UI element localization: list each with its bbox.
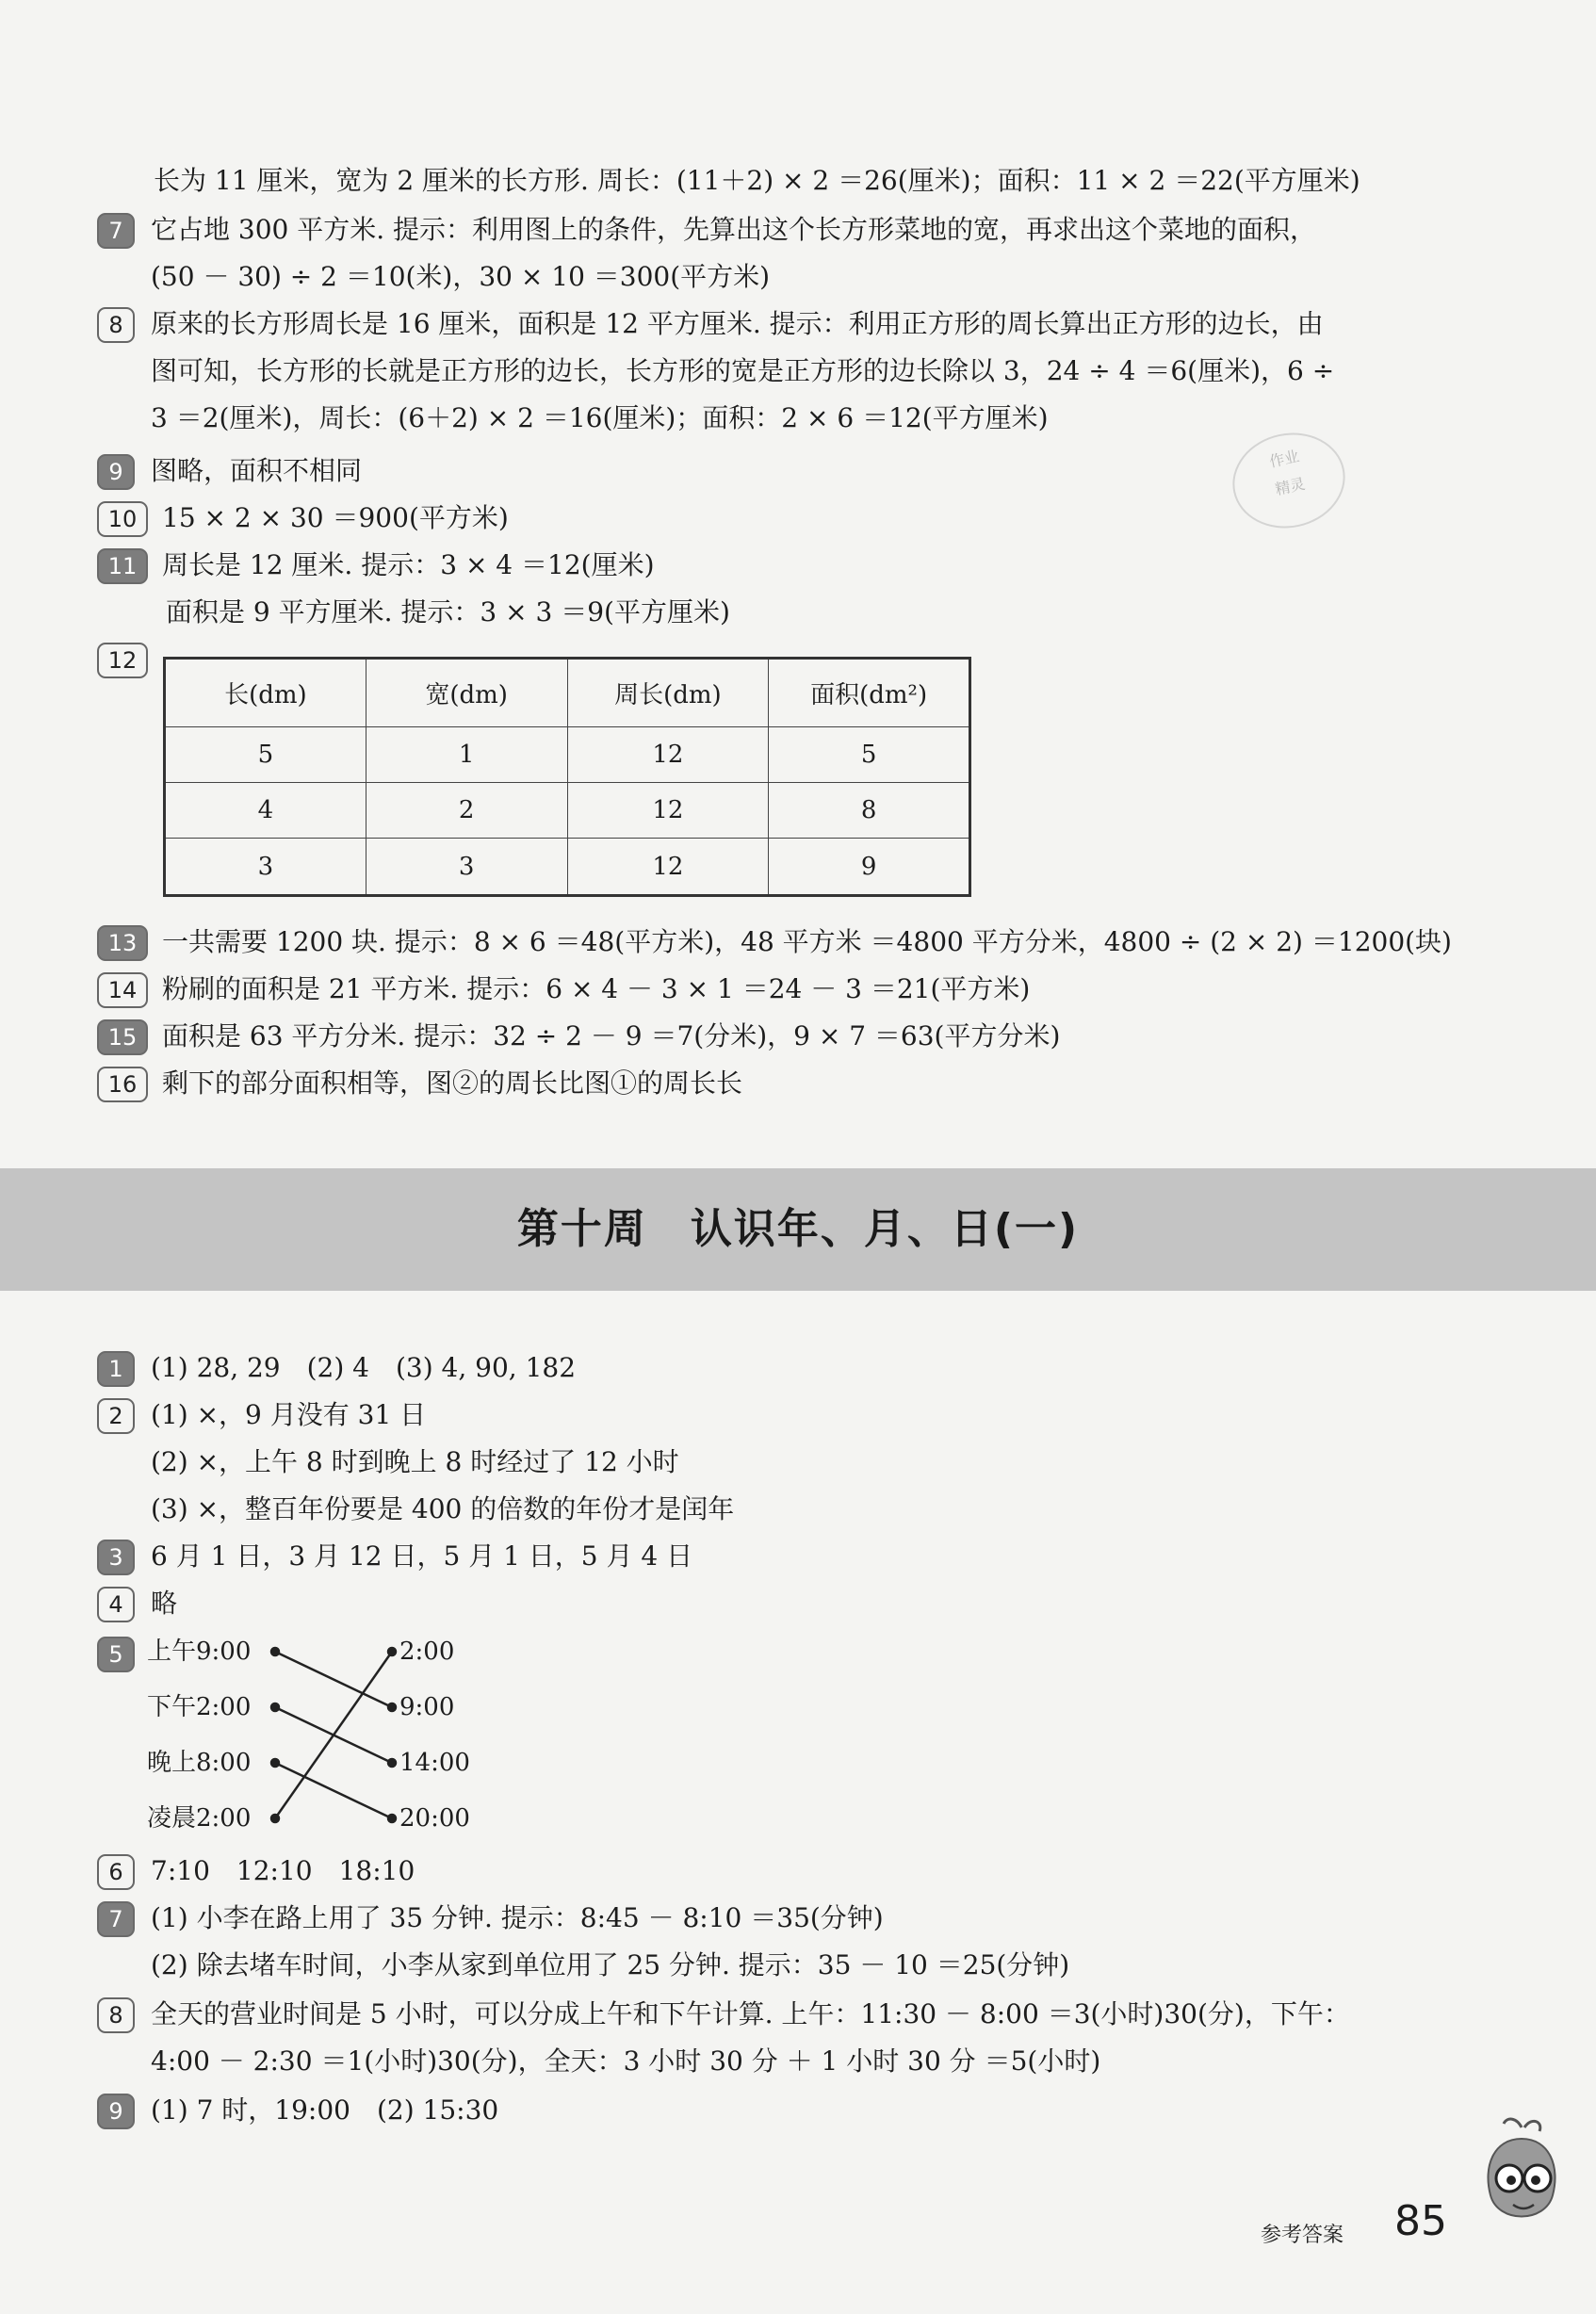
table-cell: 5 (769, 727, 970, 783)
table-cell: 8 (769, 783, 970, 839)
table-cell: 12 (567, 727, 769, 783)
answer-11-line2: 面积是 9 平方厘米. 提示：3 × 3 ＝9(平方厘米) (166, 596, 730, 627)
stamp-text-bottom: 精灵 (1273, 474, 1307, 498)
answer-8-line1: 原来的长方形周长是 16 厘米，面积是 12 平方厘米. 提示：利用正方形的周长算出正方形的边长，由 (151, 308, 1324, 339)
mascot-icon (1470, 2110, 1573, 2242)
question-number-8b: 8 (97, 1997, 135, 2033)
match-dot (271, 1703, 279, 1711)
answer-8-line2: 图可知，长方形的长就是正方形的边长，长方形的宽是正方形的边长除以 3，24 ÷ 4 ＝6(厘米)，6 ÷ (151, 355, 1335, 386)
matching-lines (264, 1639, 405, 1837)
table-cell: 2 (366, 783, 567, 839)
section-title: 第十周 认识年、月、日(一) (516, 1205, 1080, 1253)
answer-1: (1) 28, 29 (2) 4 (3) 4, 90, 182 (151, 1352, 577, 1383)
answer-8-line3: 3 ＝2(厘米)，周长：(6＋2) × 2 ＝16(厘米)；面积：2 × 6 ＝12(平方厘米) (151, 402, 1049, 433)
match-dot (271, 1648, 279, 1655)
answer-7-line1: 它占地 300 平方米. 提示：利用图上的条件，先算出这个长方形菜地的宽，再求出这个菜地的面积， (151, 214, 1317, 245)
question-number-7b: 7 (97, 1901, 135, 1937)
match-dot (388, 1703, 396, 1711)
answer-13: 一共需要 1200 块. 提示：8 × 6 ＝48(平方米)，48 平方米 ＝4800 平方分米，4800 ÷ (2 × 2) ＝1200(块) (162, 926, 1452, 957)
table-header-cell: 周长(dm) (567, 659, 769, 727)
match-dot (271, 1759, 279, 1767)
answer-9: 图略，面积不相同 (151, 455, 363, 486)
answer-8b-line2: 4:00 － 2:30 ＝1(小时)30(分)，全天：3 小时 30 分 ＋ 1 小时 30 分 ＝5(小时) (151, 2045, 1101, 2077)
match-dot (271, 1815, 279, 1822)
match-right-4: 20:00 (399, 1804, 470, 1833)
answer-10: 15 × 2 × 30 ＝900(平方米) (162, 502, 509, 533)
page-number: 85 (1394, 2197, 1447, 2245)
question-number-16: 16 (97, 1067, 148, 1102)
match-dot (388, 1648, 396, 1655)
match-dot (388, 1759, 396, 1767)
match-line-9am-to-9 (275, 1652, 392, 1707)
table-row (165, 727, 970, 783)
question-number-7: 7 (97, 213, 135, 249)
table-row (165, 783, 970, 839)
question-number-5: 5 (97, 1637, 135, 1672)
answer-7-line2: (50 － 30) ÷ 2 ＝10(米)，30 × 10 ＝300(平方米) (151, 261, 771, 292)
question-number-13: 13 (97, 925, 148, 961)
question-number-14: 14 (97, 972, 148, 1008)
answer-11-line1: 周长是 12 厘米. 提示：3 × 4 ＝12(厘米) (162, 549, 655, 580)
table-cell: 12 (567, 839, 769, 896)
table-cell: 3 (366, 839, 567, 896)
match-left-4: 凌晨2:00 (147, 1804, 252, 1833)
question-number-10: 10 (97, 501, 148, 537)
match-left-1: 上午9:00 (147, 1638, 252, 1666)
stamp-text-top: 作业 (1267, 447, 1301, 471)
match-right-1: 2:00 (399, 1638, 455, 1666)
question-number-3: 3 (97, 1540, 135, 1575)
answer-6-tail: 长为 11 厘米，宽为 2 厘米的长方形. 周长：(11＋2) × 2 ＝26(厘米)；面积：11 × 2 ＝22(平方厘米) (154, 165, 1360, 196)
answer-8b-line1: 全天的营业时间是 5 小时，可以分成上午和下午计算. 上午：11:30 － 8:00 ＝3(小时)30(分)，下午： (151, 1998, 1350, 2029)
answer-9b: (1) 7 时，19:00 (2) 15:30 (151, 2094, 499, 2126)
match-dot (388, 1815, 396, 1822)
answer-6: 7:10 12:10 18:10 (151, 1855, 415, 1886)
match-left-2: 下午2:00 (147, 1693, 252, 1721)
answer-2-line1: (1) ×，9 月没有 31 日 (151, 1399, 427, 1430)
question-number-8: 8 (97, 307, 135, 343)
question-number-6: 6 (97, 1854, 135, 1890)
answer-16: 剩下的部分面积相等，图②的周长比图①的周长长 (162, 1067, 743, 1099)
match-line-8pm-to-20 (275, 1763, 392, 1818)
match-right-3: 14:00 (399, 1749, 470, 1777)
table-header-cell: 宽(dm) (366, 659, 567, 727)
answer-2-line2: (2) ×，上午 8 时到晚上 8 时经过了 12 小时 (151, 1446, 679, 1477)
table-cell: 9 (769, 839, 970, 896)
answer-7b-line1: (1) 小李在路上用了 35 分钟. 提示：8:45 － 8:10 ＝35(分钟) (151, 1902, 884, 1933)
table-row (165, 839, 970, 896)
question-number-1: 1 (97, 1351, 135, 1387)
question-number-4: 4 (97, 1587, 135, 1622)
answer-15: 面积是 63 平方分米. 提示：32 ÷ 2 － 9 ＝7(分米)，9 × 7 ＝63(平方分米) (162, 1020, 1061, 1051)
question-number-12: 12 (97, 643, 148, 678)
table-cell: 12 (567, 783, 769, 839)
question-number-9: 9 (97, 454, 135, 490)
question-number-11: 11 (97, 548, 148, 584)
table-cell: 3 (165, 839, 366, 896)
match-line-2am-to-2 (275, 1652, 392, 1818)
answer-14: 粉刷的面积是 21 平方米. 提示：6 × 4 － 3 × 1 ＝24 － 3 ＝21(平方米) (162, 973, 1031, 1004)
table-header-cell: 面积(dm²) (769, 659, 970, 727)
question-number-9b: 9 (97, 2094, 135, 2129)
match-right-2: 9:00 (399, 1693, 455, 1721)
table-header-cell: 长(dm) (165, 659, 366, 727)
answer-7b-line2: (2) 除去堵车时间，小李从家到单位用了 25 分钟. 提示：35 － 10 ＝25(分钟) (151, 1949, 1070, 1980)
answer-3: 6 月 1 日，3 月 12 日，5 月 1 日，5 月 4 日 (151, 1540, 693, 1572)
question-number-15: 15 (97, 1019, 148, 1055)
table-cell: 1 (366, 727, 567, 783)
question-number-2: 2 (97, 1398, 135, 1434)
match-left-3: 晚上8:00 (147, 1749, 252, 1777)
table-cell: 4 (165, 783, 366, 839)
watermark-stamp (1224, 423, 1354, 539)
answer-12-table (163, 657, 971, 897)
table-header-row (165, 659, 970, 727)
footer-label: 参考答案 (1261, 2224, 1344, 2247)
answer-2-line3: (3) ×，整百年份要是 400 的倍数的年份才是闰年 (151, 1493, 735, 1524)
answer-4: 略 (151, 1588, 178, 1619)
table-cell: 5 (165, 727, 366, 783)
